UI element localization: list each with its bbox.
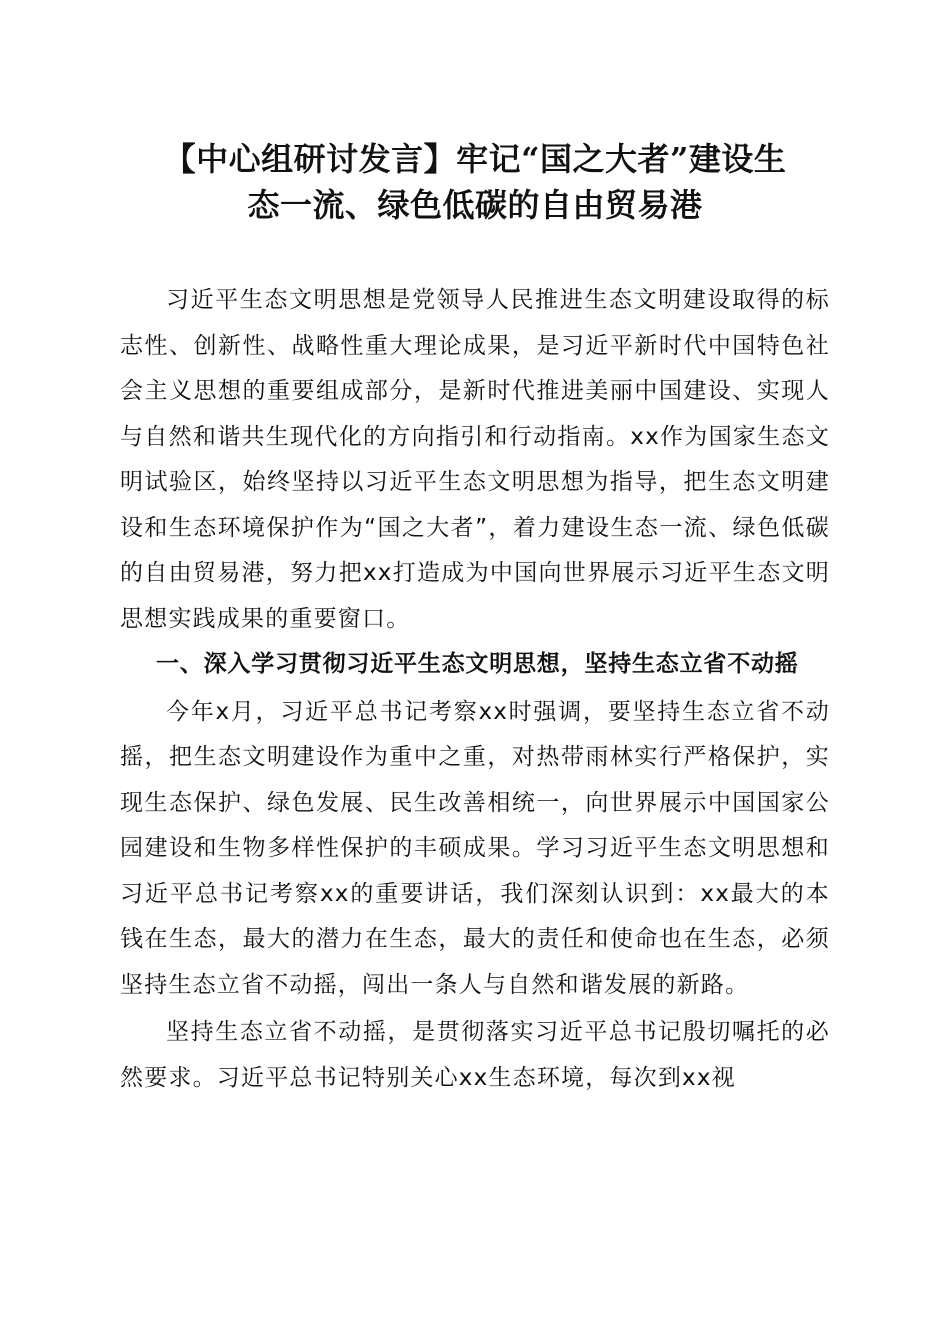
title-line-2: 态一流、绿色低碳的自由贸易港 xyxy=(247,186,703,224)
title-line-1: 【中心组研讨发言】牢记“国之大者”建设生 xyxy=(163,140,787,178)
section1-paragraph-2: 坚持生态立省不动摇，是贯彻落实习近平总书记殷切嘱托的必然要求。习近平总书记特别关心xx生态环境，每次到xx视 xyxy=(120,1019,830,1091)
document-body xyxy=(120,278,830,1101)
section1-paragraph-1: 今年x月，习近平总书记考察xx时强调，要坚持生态立省不动摇，把生态文明建设作为重中之重，对热带雨林实行严格保护，实现生态保护、绿色发展、民生改善相统一，向世界展示中国国家公园建设和生物多样性保护的丰硕成果。学习习近平生态文明思想和习近平总书记考察xx的重要讲话，我们深刻认识到：xx最大的本钱在生态，最大的潜力在生态，最大的责任和使命也在生态，必须坚持生态立省不动摇，闯出一条人与自然和谐发展的新路。 xyxy=(120,698,830,998)
document-title xyxy=(100,136,850,228)
intro-paragraph: 习近平生态文明思想是党领导人民推进生态文明建设取得的标志性、创新性、战略性重大理论成果，是习近平新时代中国特色社会主义思想的重要组成部分，是新时代推进美丽中国建设、实现人与自然和谐共生现代化的方向指引和行动指南。xx作为国家生态文明试验区，始终坚持以习近平生态文明思想为指导，把生态文明建设和生态环境保护作为“国之大者”，着力建设生态一流、绿色低碳的自由贸易港，努力把xx打造成为中国向世界展示习近平生态文明思想实践成果的重要窗口。 xyxy=(120,287,830,632)
section-heading-1: 一、深入学习贯彻习近平生态文明思想，坚持生态立省不动摇 xyxy=(156,651,799,677)
